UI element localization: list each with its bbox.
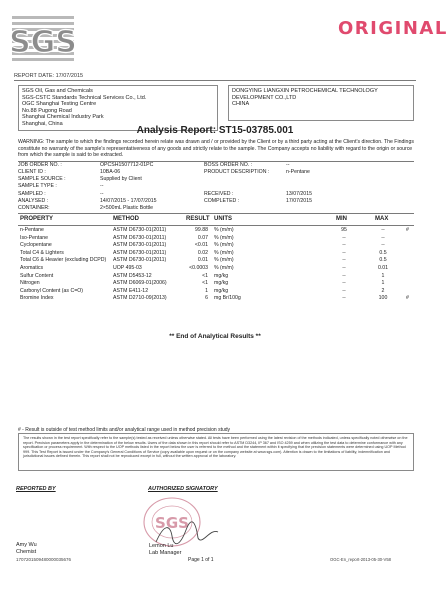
client-line: DEVELOPMENT CO.,LTD	[232, 94, 297, 101]
issuer-line: SGS Oil, Gas and Chemicals	[22, 88, 93, 94]
cell-result: 0.07	[197, 234, 208, 241]
job-order-no-label: JOB ORDER NO. :	[18, 162, 62, 168]
cell-result: <1	[202, 280, 208, 287]
boss-order-no-value: --	[286, 162, 290, 168]
cell-min: --	[342, 257, 346, 264]
completed-label: COMPLETED :	[204, 198, 240, 204]
cell-method: ASTM D6730-01(2011)	[113, 242, 167, 249]
cell-property: Carbonyl Content (as C=O)	[20, 287, 83, 294]
client-id-value: 10BA-06	[100, 169, 121, 175]
cell-flag: #	[406, 227, 409, 233]
cell-method: ASTM D5453-12	[113, 272, 152, 279]
page-number: Page 1 of 1	[188, 557, 214, 563]
cell-method: UOP 495-03	[113, 265, 142, 271]
table-row	[18, 235, 414, 243]
cell-property: Total C6 & Heavier (excluding DCPD)	[20, 257, 107, 264]
cell-max: 1	[381, 280, 385, 287]
signatory-title: Lab Manager	[149, 550, 182, 556]
terms-fine-print: The results shown in the test report specifically refer to the sample(s) tested as received unless otherwise stated. All tests have been performed using the latest revision of the methods indicated, unless specifically noted otherwise on the report. Precision parameters apply in the determination of the below results. Users of the data shown in this report should refer to ASTM D3244, IP 367 and ISO 4259 and when utilizing the test data to determine conformance with any specification or process requirement. With respect to the UOP methods listed in the report below the user is referred to the method and the statement within it specifying that the precision statements were determined using UOP Method 999. This Test Report is issued under the Company's General Conditions of Service (copy available upon request or on the company website at www.sgs.com). Attention is drawn to the limitations of liability, indemnification and jurisdictional issues defined therein. This report shall not be reproduced except in full, without the written approval of the laboratory.	[18, 433, 414, 471]
cell-max: 1	[381, 272, 385, 279]
cell-units: % (m/m)	[214, 249, 234, 256]
client-line: DONGYING LIANGXIN PETROCHEMICAL TECHNOLOGY	[232, 88, 378, 94]
cell-units: % (m/m)	[214, 257, 234, 264]
cell-flag: #	[406, 295, 409, 302]
client-address-box	[228, 85, 414, 121]
info-row-analysed	[18, 198, 414, 205]
cell-property: Cyclopentane	[20, 242, 52, 249]
cell-min: --	[342, 265, 346, 271]
cell-result: 0.01	[197, 257, 208, 264]
cell-units: mg/kg	[214, 272, 229, 279]
info-row-client-id	[18, 169, 414, 176]
reported-by-label: REPORTED BY	[16, 486, 56, 492]
cell-units: % (m/m)	[214, 227, 234, 233]
completed-value: 17/07/2015	[286, 198, 312, 204]
table-row	[18, 242, 414, 250]
cell-method: ASTM D2710-09(2013)	[113, 295, 167, 302]
header-min: MIN	[336, 216, 347, 222]
cell-property: Nitrogen	[20, 280, 40, 287]
sampled-label: SAMPLED :	[18, 191, 46, 197]
cell-method: ASTM D6069-01(2006)	[113, 280, 167, 287]
results-header-row	[18, 216, 414, 225]
cell-result: 99.88	[195, 227, 208, 233]
issuer-line: Shanghai, China	[22, 120, 63, 127]
svg-text:SGS: SGS	[9, 25, 77, 60]
table-row	[18, 227, 414, 235]
received-label: RECEIVED :	[204, 191, 234, 197]
cell-min: --	[342, 242, 346, 249]
cell-max: --	[381, 227, 385, 233]
table-row	[18, 280, 414, 288]
results-body	[18, 227, 414, 307]
cell-result: 0.02	[197, 249, 208, 256]
info-row-job-order	[18, 162, 414, 169]
cell-method: ASTM D6730-01(2011)	[113, 234, 167, 241]
cell-units: % (m/m)	[214, 234, 234, 241]
cell-units: mg/kg	[214, 287, 229, 294]
cell-units: % (m/m)	[214, 265, 234, 271]
client-line: CHINA	[232, 101, 250, 107]
info-row-sample-source	[18, 176, 414, 183]
table-row	[18, 295, 414, 303]
header-units: UNITS	[214, 216, 232, 222]
authorized-signatory-label: AUTHORIZED SIGNATORY	[148, 486, 218, 492]
issuer-line: SGS-CSTC Standards Technical Services Co., Ltd.	[22, 94, 147, 101]
cell-max: --	[381, 234, 385, 241]
cell-units: mg/kg	[214, 280, 229, 287]
original-stamp-title: ORIGINAL	[338, 18, 448, 39]
cell-max: 100	[378, 295, 388, 302]
analysed-value: 14/07/2015 - 17/07/2015	[100, 198, 157, 204]
cell-min: --	[342, 287, 346, 294]
cell-method: ASTM D6730-01(2011)	[113, 249, 167, 256]
cell-max: 0.01	[377, 265, 389, 271]
signatory-name: Lemon Lu	[149, 543, 174, 549]
reporter-name: Amy Wu	[16, 542, 37, 548]
client-id-label: CLIENT ID :	[18, 169, 46, 175]
cell-min: --	[342, 272, 346, 279]
cell-max: 2	[381, 287, 385, 294]
info-row-sampled	[18, 191, 414, 198]
issuer-line: No.88 Pugong Road	[22, 107, 72, 114]
cell-min: --	[342, 249, 346, 256]
cell-min: 95	[341, 227, 347, 233]
warning-text: WARNING: The sample to which the findings recorded herein relate was drawn and / or provided by the Client or by a third party acting at the Client's direction. The Findings constitute no warranty of the sample's representativeness of any goods and strictly relate to the sample. The Company accepts no liability with regard to the origin or source from which the sample is said to be extracted.	[18, 139, 414, 158]
cell-method: ASTM E411-12	[113, 287, 149, 294]
product-description-label: PRODUCT DESCRIPTION :	[204, 169, 270, 175]
sample-info-block	[18, 161, 414, 215]
results-header-rule	[18, 225, 414, 226]
container-label: CONTAINER:	[18, 205, 50, 211]
info-row-sample-type	[18, 183, 414, 190]
cell-property: Total C4 & Lighters	[20, 249, 64, 256]
received-value: 13/07/2015	[286, 191, 312, 197]
cell-max: 0.5	[379, 249, 387, 256]
cell-min: --	[342, 295, 346, 302]
cell-units: mg Br/100g	[214, 295, 241, 302]
cell-result: <0.0003	[189, 265, 208, 271]
cell-method: ASTM D6730-01(2011)	[113, 227, 167, 233]
cell-min: --	[342, 234, 346, 241]
container-value: 2×500mL Plastic Bottle	[100, 205, 154, 211]
barcode-number: 1707201509480000035676	[16, 557, 72, 562]
cell-max: --	[381, 242, 385, 249]
cell-property: Bromine Index	[20, 295, 54, 302]
issuer-line: Shanghai Chemical Industry Park	[22, 114, 104, 120]
cell-property: Iso-Pentane	[20, 234, 48, 241]
table-row	[18, 257, 414, 265]
header-result: RESULT	[186, 216, 210, 222]
header-max: MAX	[375, 216, 389, 222]
issuer-line: OGC Shanghai Testing Centre	[22, 101, 97, 107]
table-row	[18, 265, 414, 273]
header-method: METHOD	[113, 216, 139, 222]
cell-property: n-Pentane	[20, 227, 44, 233]
table-row	[18, 273, 414, 281]
document-code: OGC-En_report-2013-05-30-V58	[330, 557, 391, 562]
report-date: REPORT DATE: 17/07/2015	[14, 73, 84, 79]
analysed-label: ANALYSED :	[18, 198, 49, 204]
cell-property: Aromatics	[20, 265, 44, 271]
header-property: PROPERTY	[20, 216, 54, 222]
sgs-logo	[9, 16, 77, 66]
end-of-results: ** End of Analytical Results **	[169, 333, 261, 340]
sample-source-value: Supplied by Client	[100, 176, 142, 182]
cell-units: % (m/m)	[214, 242, 234, 249]
table-row	[18, 288, 414, 296]
header-divider	[14, 80, 416, 81]
sample-source-label: SAMPLE SOURCE :	[18, 176, 66, 182]
info-bottom-rule	[18, 213, 414, 214]
cell-min: --	[342, 280, 346, 287]
cell-result: <1	[202, 272, 208, 279]
reporter-title: Chemist	[16, 549, 37, 555]
cell-method: ASTM D6730-01(2011)	[113, 257, 167, 264]
cell-result: 6	[205, 295, 208, 302]
cell-result: 1	[205, 287, 208, 294]
boss-order-no-label: BOSS ORDER NO. :	[204, 162, 253, 168]
table-row	[18, 250, 414, 258]
svg-text:SGS: SGS	[155, 514, 189, 532]
cell-max: 0.5	[379, 257, 387, 264]
report-title: Analysis Report: ST15-03785.001	[136, 125, 294, 136]
sample-type-value: --	[100, 183, 104, 189]
info-row-container	[18, 205, 414, 212]
sgs-logo-graphic	[9, 16, 77, 66]
sample-type-label: SAMPLE TYPE :	[18, 183, 57, 189]
product-description-value: n-Pentane	[286, 169, 310, 175]
outside-limits-note: # - Result is outside of test method limits and/or analytical range used in method precision study	[18, 427, 231, 433]
cell-property: Sulfur Content	[20, 272, 54, 279]
cell-result: <0.01	[194, 242, 208, 249]
job-order-no-value: OPCSH1507712-01PC	[100, 162, 154, 168]
results-table	[18, 216, 414, 334]
sampled-value: --	[100, 191, 104, 197]
